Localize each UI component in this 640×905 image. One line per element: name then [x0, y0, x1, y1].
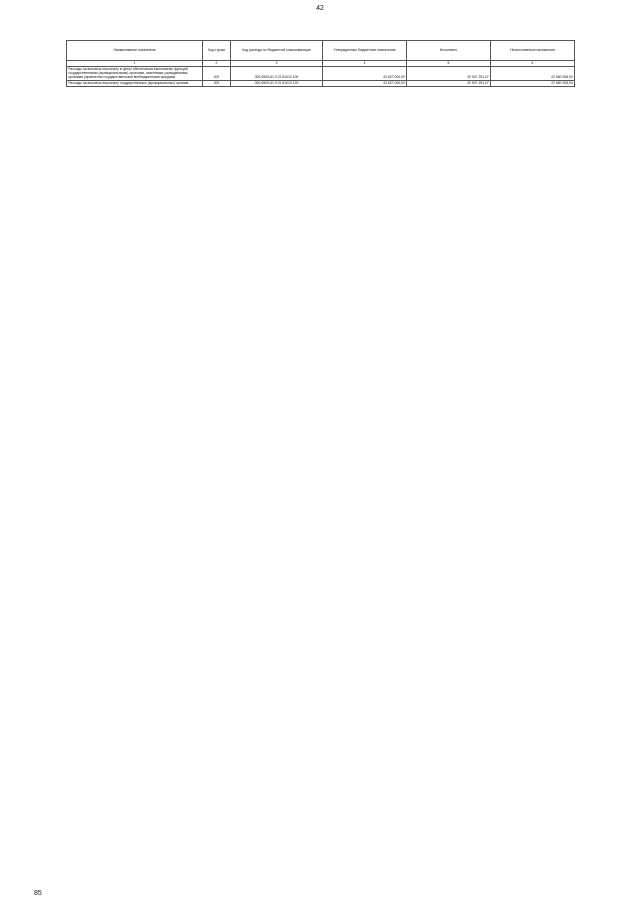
column-header: Наименование показателя: [67, 41, 203, 61]
column-number: 2: [203, 61, 231, 67]
column-header: Исполнено: [407, 41, 491, 61]
table-body: [67, 67, 575, 87]
column-header: Неисполненные назначения: [491, 41, 575, 61]
table-cell: Расходы на выплаты персоналу государственных (муниципальных) органов: [67, 81, 203, 87]
table-row: [67, 67, 575, 81]
column-number: 1: [67, 61, 203, 67]
column-header: Код расхода по бюджетной классификации: [231, 41, 323, 61]
column-number: 4: [323, 61, 407, 67]
table-cell: 000-0505-61 0 01 81010 120: [231, 81, 323, 87]
table-cell: Расходы на выплаты персоналу в целях обеспечения выполнения функций государственными (муниципальными) органами, казенными учреждениями, органами управления государственными внебюджетными фондами: [67, 67, 203, 81]
column-header: Утвержденные бюджетные назначения: [323, 41, 407, 61]
column-number: 3: [231, 61, 323, 67]
table-cell: 20 947 291,07: [407, 81, 491, 87]
column-number: 5: [407, 61, 491, 67]
table-cell: 000-0505-61 0 01 81010 100: [231, 67, 323, 81]
page-number-bottom: 85: [34, 890, 42, 897]
table-cell: 22 680 308,93: [491, 67, 575, 81]
table-cell: 200: [203, 67, 231, 81]
column-number: 6: [491, 61, 575, 67]
table-cell: 22 680 308,93: [491, 81, 575, 87]
page-number-top: 42: [316, 5, 324, 12]
table-cell: 43 627 000,00: [323, 81, 407, 87]
budget-execution-table: [66, 40, 575, 87]
column-header: Код строки: [203, 41, 231, 61]
table-cell: 200: [203, 81, 231, 87]
table-cell: 43 627 000,00: [323, 67, 407, 81]
table-row: [67, 81, 575, 87]
table-cell: 20 947 291,07: [407, 67, 491, 81]
table-header: [67, 41, 575, 67]
